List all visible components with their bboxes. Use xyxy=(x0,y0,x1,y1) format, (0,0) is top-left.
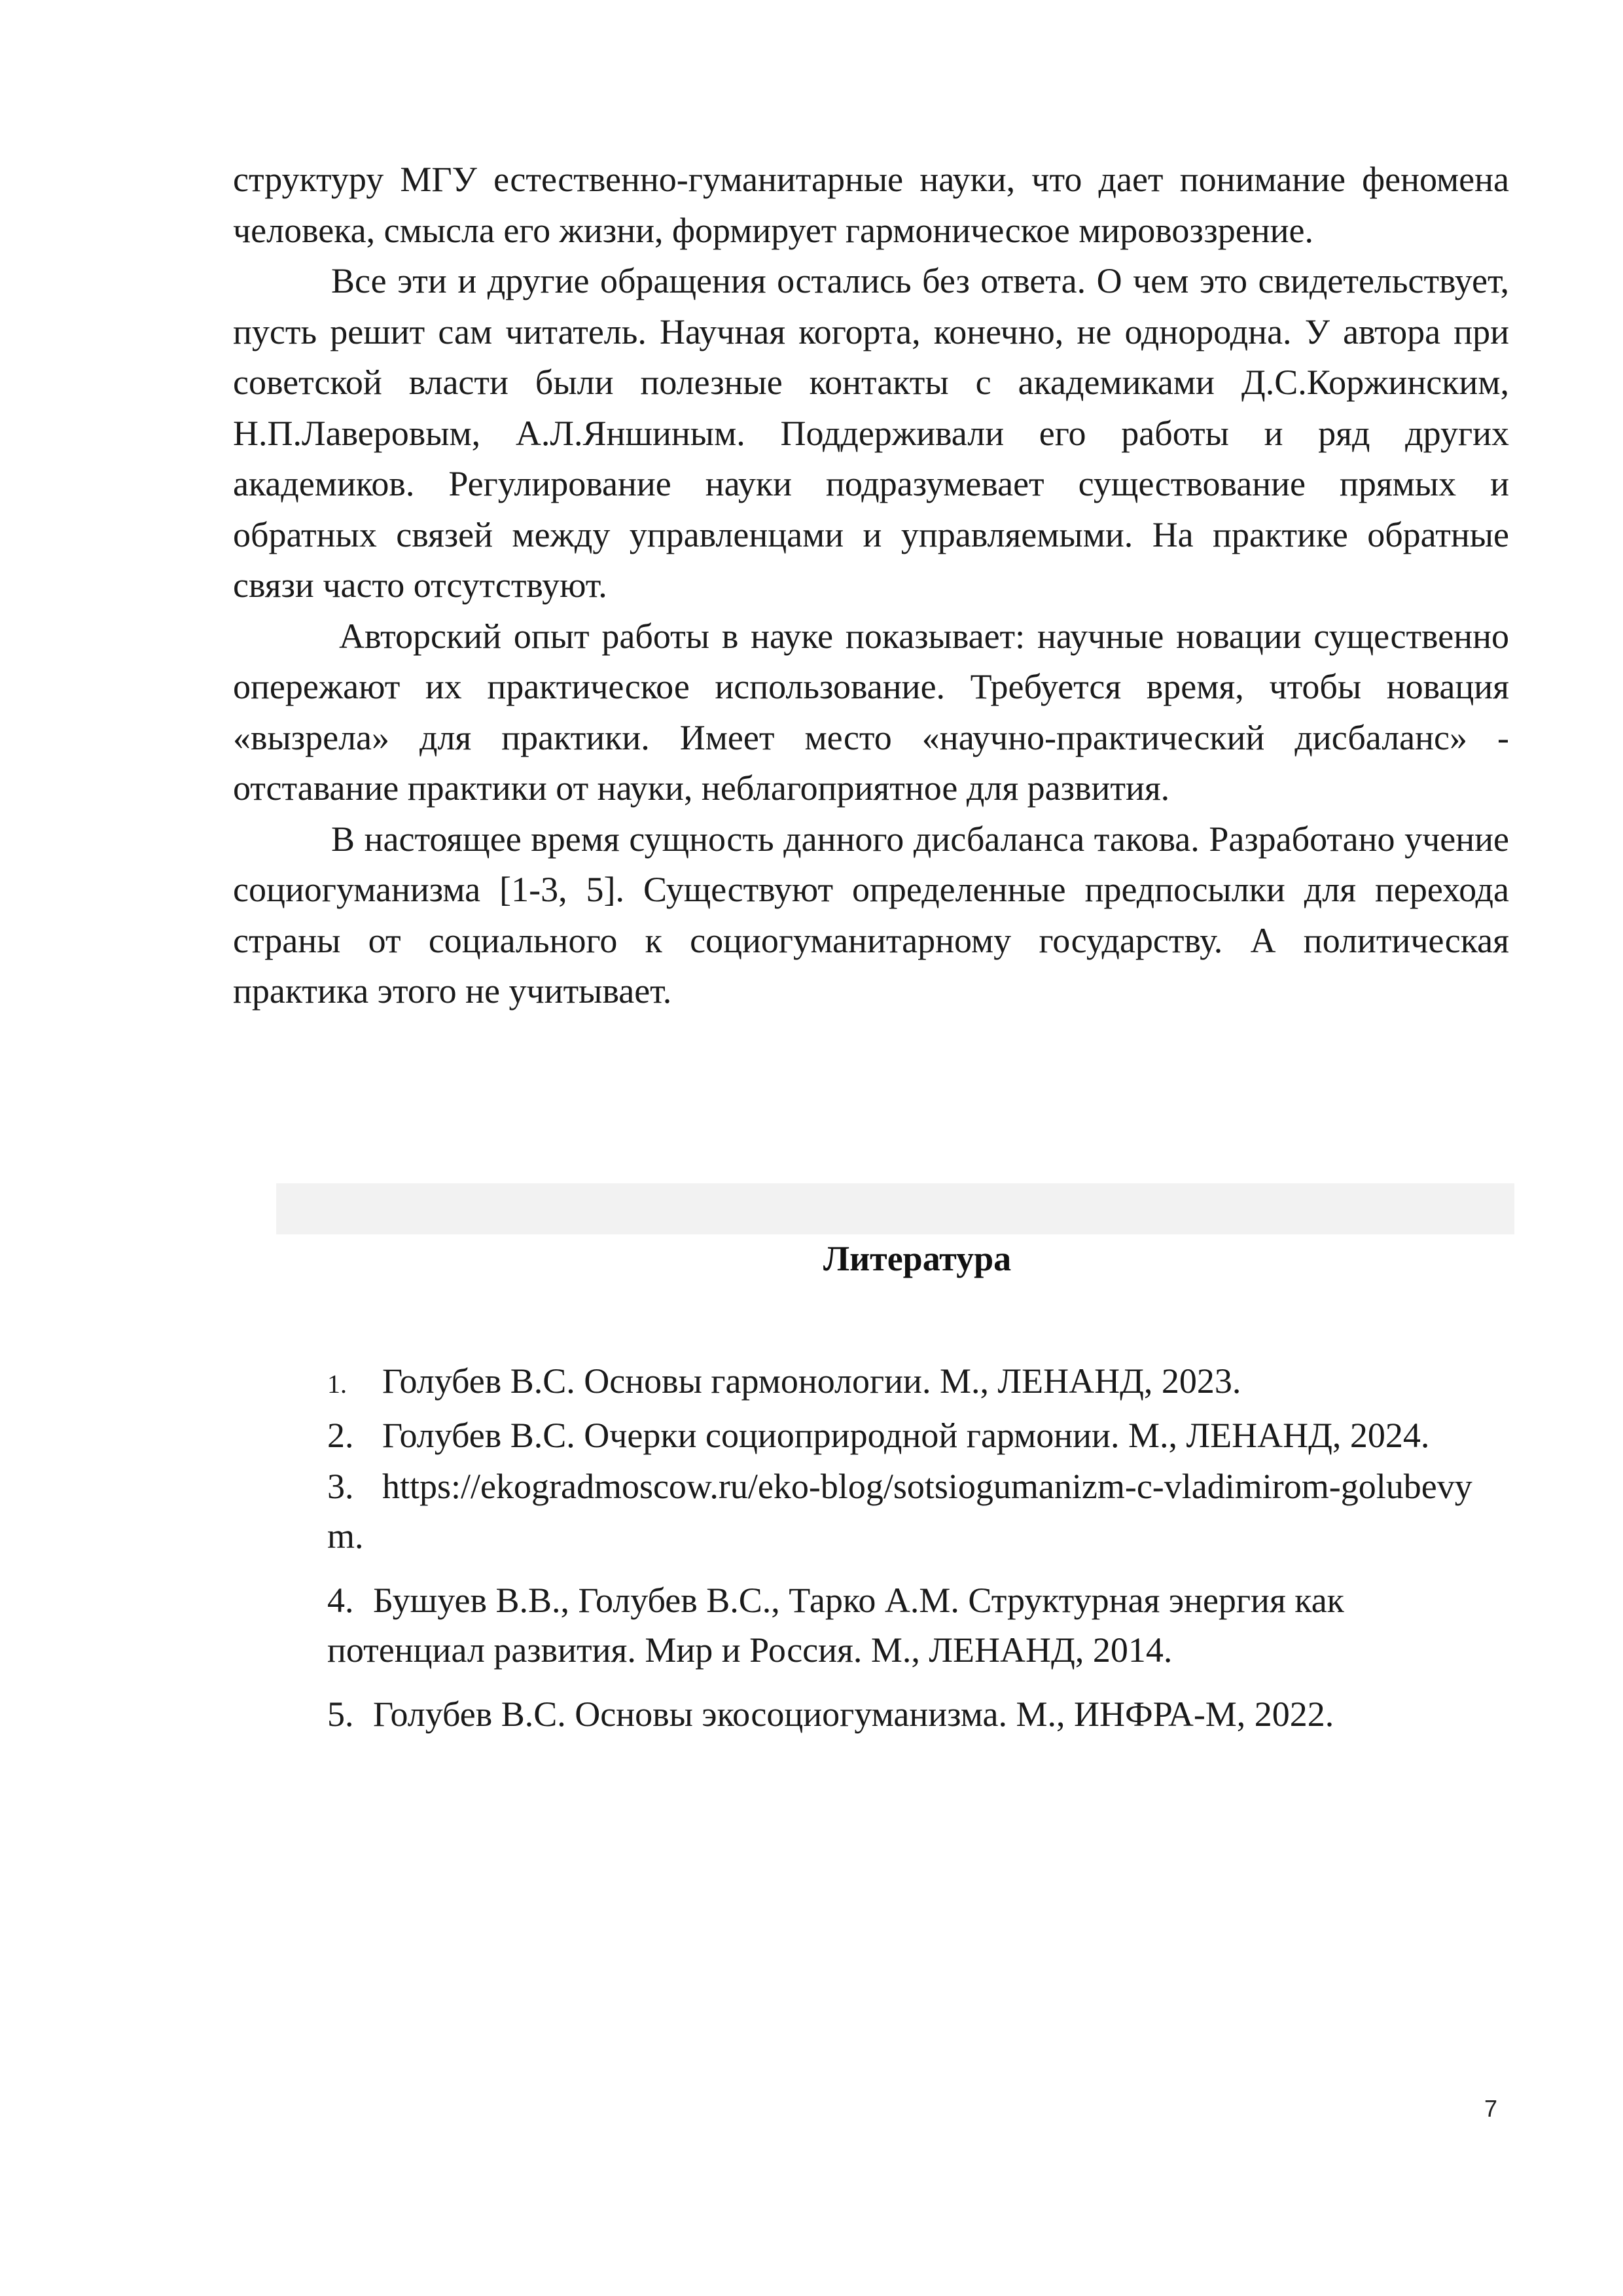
reference-item xyxy=(327,1356,1479,1409)
reference-number: 5. xyxy=(327,1695,354,1734)
body-text xyxy=(233,154,1509,1017)
paragraph-author-experience: Авторский опыт работы в науке показывает: научные новации существенно опережают их практическое использование. Требуется время, чтобы новация «вызрела» для практики. Имеет место «научно-практический дисбаланс» - отставание практики от науки, неблагоприятное для развития. xyxy=(233,616,1509,808)
reference-item xyxy=(327,1410,1479,1460)
shaded-band xyxy=(276,1183,1514,1234)
reference-number: 3. xyxy=(327,1467,354,1506)
paragraph-appeals: Все эти и другие обращения остались без ответа. О чем это свидетельствует, пусть решит сам читатель. Научная когорта, конечно, не однородна. У автора при советской власти были полезные контакты с академиками Д.С.Коржинским, Н.П.Лаверовым, А.Л.Яншиным. Поддерживали его работы и ряд других академиков. Регулирование науки подразумевает существование прямых и обратных связей между управленцами и управляемыми. На практике обратные связи часто отсутствуют. xyxy=(233,261,1509,605)
reference-text: Голубев В.С. Очерки социоприродной гармонии. М., ЛЕНАНД, 2024. xyxy=(382,1416,1430,1455)
paragraph-current-state: В настоящее время сущность данного дисбаланса такова. Разработано учение социогуманизма [1-3, 5]. Существуют определенные предпосылки для перехода страны от социального к социогуманитарному государству. А политическая практика этого не учитывает. xyxy=(233,819,1509,1011)
literature-heading: Литература xyxy=(823,1239,1012,1278)
page-number: 7 xyxy=(1484,2095,1498,2122)
reference-number: 2. xyxy=(327,1416,354,1455)
reference-item xyxy=(327,1462,1479,1561)
reference-item xyxy=(327,1689,1479,1739)
reference-text: Голубев В.С. Основы экосоциогуманизма. М., ИНФРА-М, 2022. xyxy=(373,1695,1334,1734)
reference-link[interactable]: https://ekogradmoscow.ru/eko-blog/sotsiogumanizm-c-vladimirom-golubevym. xyxy=(327,1467,1472,1556)
reference-number: 1. xyxy=(327,1369,347,1399)
reference-number: 4. xyxy=(327,1581,354,1620)
reference-text: Бушуев В.В., Голубев В.С., Тарко А.М. Структурная энергия как потенциал развития. Мир и Россия. М., ЛЕНАНД, 2014. xyxy=(327,1581,1344,1670)
reference-list xyxy=(327,1356,1479,1739)
reference-item xyxy=(327,1575,1479,1675)
reference-text: Голубев В.С. Основы гармонологии. М., ЛЕНАНД, 2023. xyxy=(382,1361,1241,1401)
paragraph-continuation: структуру МГУ естественно-гуманитарные науки, что дает понимание феномена человека, смысла его жизни, формирует гармоническое мировоззрение. xyxy=(233,160,1509,250)
